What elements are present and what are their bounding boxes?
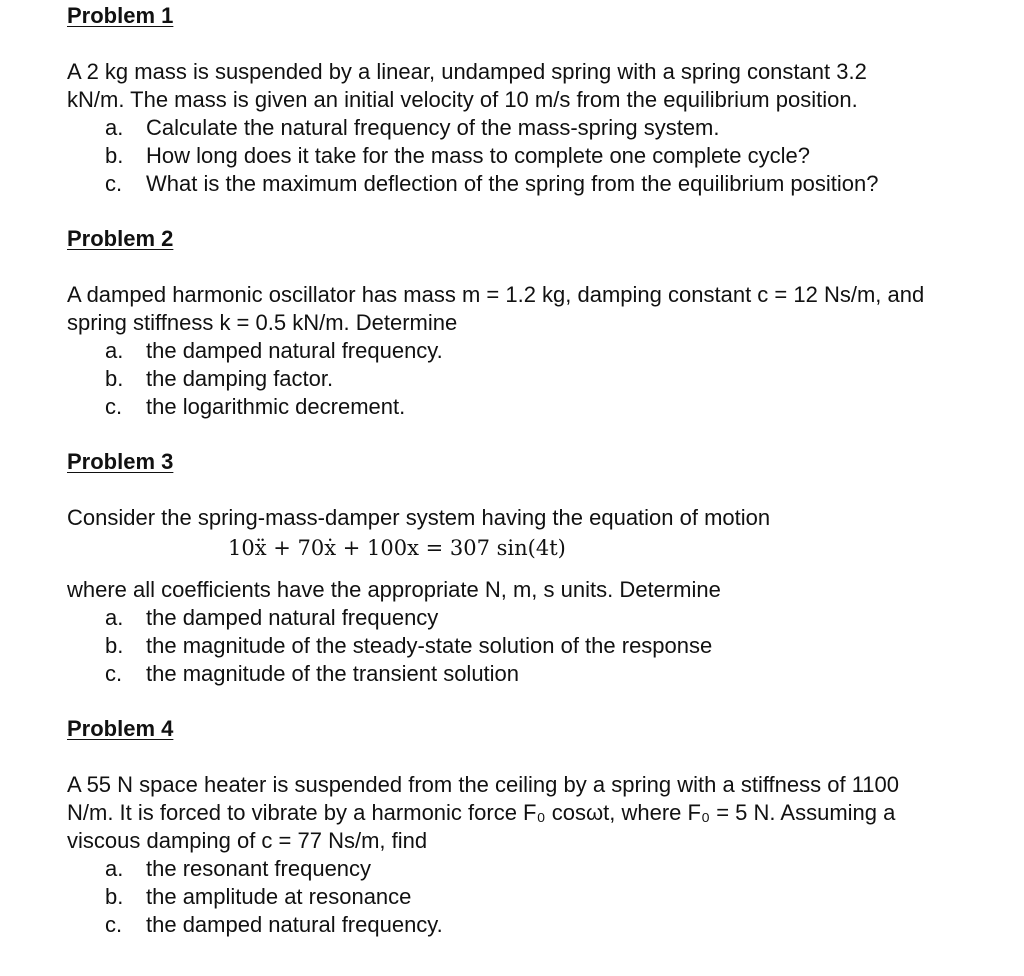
item-marker: c.	[105, 394, 123, 419]
statement-line: kN/m. The mass is given an initial velocity of 10 m/s from the equilibrium position.	[67, 87, 858, 112]
problem-2-items	[67, 337, 1017, 421]
problem-1-statement	[67, 58, 1017, 114]
item-text: the damping factor.	[146, 366, 334, 391]
statement-line: N/m. It is forced to vibrate by a harmonic force F₀ cosωt, where F₀ = 5 N. Assuming a	[67, 800, 896, 825]
list-item	[67, 855, 1017, 883]
problem-2	[67, 225, 1017, 421]
item-text: the amplitude at resonance	[146, 884, 412, 909]
item-text: the magnitude of the transient solution	[146, 661, 520, 686]
problem-sheet	[67, 2, 1017, 939]
item-text: the resonant frequency	[146, 856, 372, 881]
problem-3-followup	[67, 576, 1017, 604]
statement-line: A damped harmonic oscillator has mass m = 1.2 kg, damping constant c = 12 Ns/m, and	[67, 282, 925, 307]
item-marker: b.	[105, 884, 124, 909]
problem-2-statement	[67, 281, 1017, 337]
item-text: Calculate the natural frequency of the mass-spring system.	[146, 115, 720, 140]
problem-2-title: Problem 2	[67, 226, 174, 251]
item-marker: b.	[105, 143, 124, 168]
item-marker: b.	[105, 633, 124, 658]
statement-line: where all coefficients have the appropriate N, m, s units. Determine	[67, 577, 721, 602]
list-item	[67, 632, 1017, 660]
statement-line: A 2 kg mass is suspended by a linear, undamped spring with a spring constant 3.2	[67, 59, 867, 84]
list-item	[67, 660, 1017, 688]
item-marker: c.	[105, 661, 123, 686]
statement-line: Consider the spring-mass-damper system having the equation of motion	[67, 505, 771, 530]
item-marker: a.	[105, 115, 124, 140]
item-marker: a.	[105, 856, 124, 881]
item-marker: c.	[105, 912, 123, 937]
item-marker: c.	[105, 171, 123, 196]
item-marker: a.	[105, 605, 124, 630]
problem-1-items	[67, 114, 1017, 198]
problem-4-title: Problem 4	[67, 716, 174, 741]
list-item	[67, 365, 1017, 393]
item-text: What is the maximum deflection of the spring from the equilibrium position?	[146, 171, 879, 196]
problem-3-statement	[67, 504, 1017, 532]
problem-1-title: Problem 1	[67, 3, 174, 28]
list-item	[67, 114, 1017, 142]
problem-4	[67, 715, 1017, 939]
statement-line: viscous damping of c = 77 Ns/m, find	[67, 828, 428, 853]
list-item	[67, 911, 1017, 939]
problem-1	[67, 2, 1017, 198]
item-text: How long does it take for the mass to complete one complete cycle?	[146, 143, 811, 168]
problem-4-statement	[67, 771, 1017, 855]
item-text: the damped natural frequency	[146, 605, 439, 630]
item-text: the magnitude of the steady-state solution of the response	[146, 633, 713, 658]
problem-4-items	[67, 855, 1017, 939]
item-marker: a.	[105, 338, 124, 363]
item-text: the damped natural frequency.	[146, 338, 443, 363]
equation-of-motion: 10ẍ + 70ẋ + 100x = 307 sin(4t)	[228, 536, 566, 560]
problem-3	[67, 448, 1017, 688]
list-item	[67, 170, 1017, 198]
statement-line: A 55 N space heater is suspended from the ceiling by a spring with a stiffness of 1100	[67, 772, 900, 797]
statement-line: spring stiffness k = 0.5 kN/m. Determine	[67, 310, 458, 335]
list-item	[67, 393, 1017, 421]
item-text: the logarithmic decrement.	[146, 394, 406, 419]
item-marker: b.	[105, 366, 124, 391]
item-text: the damped natural frequency.	[146, 912, 443, 937]
list-item	[67, 604, 1017, 632]
problem-3-title: Problem 3	[67, 449, 174, 474]
list-item	[67, 142, 1017, 170]
list-item	[67, 883, 1017, 911]
problem-3-items	[67, 604, 1017, 688]
list-item	[67, 337, 1017, 365]
